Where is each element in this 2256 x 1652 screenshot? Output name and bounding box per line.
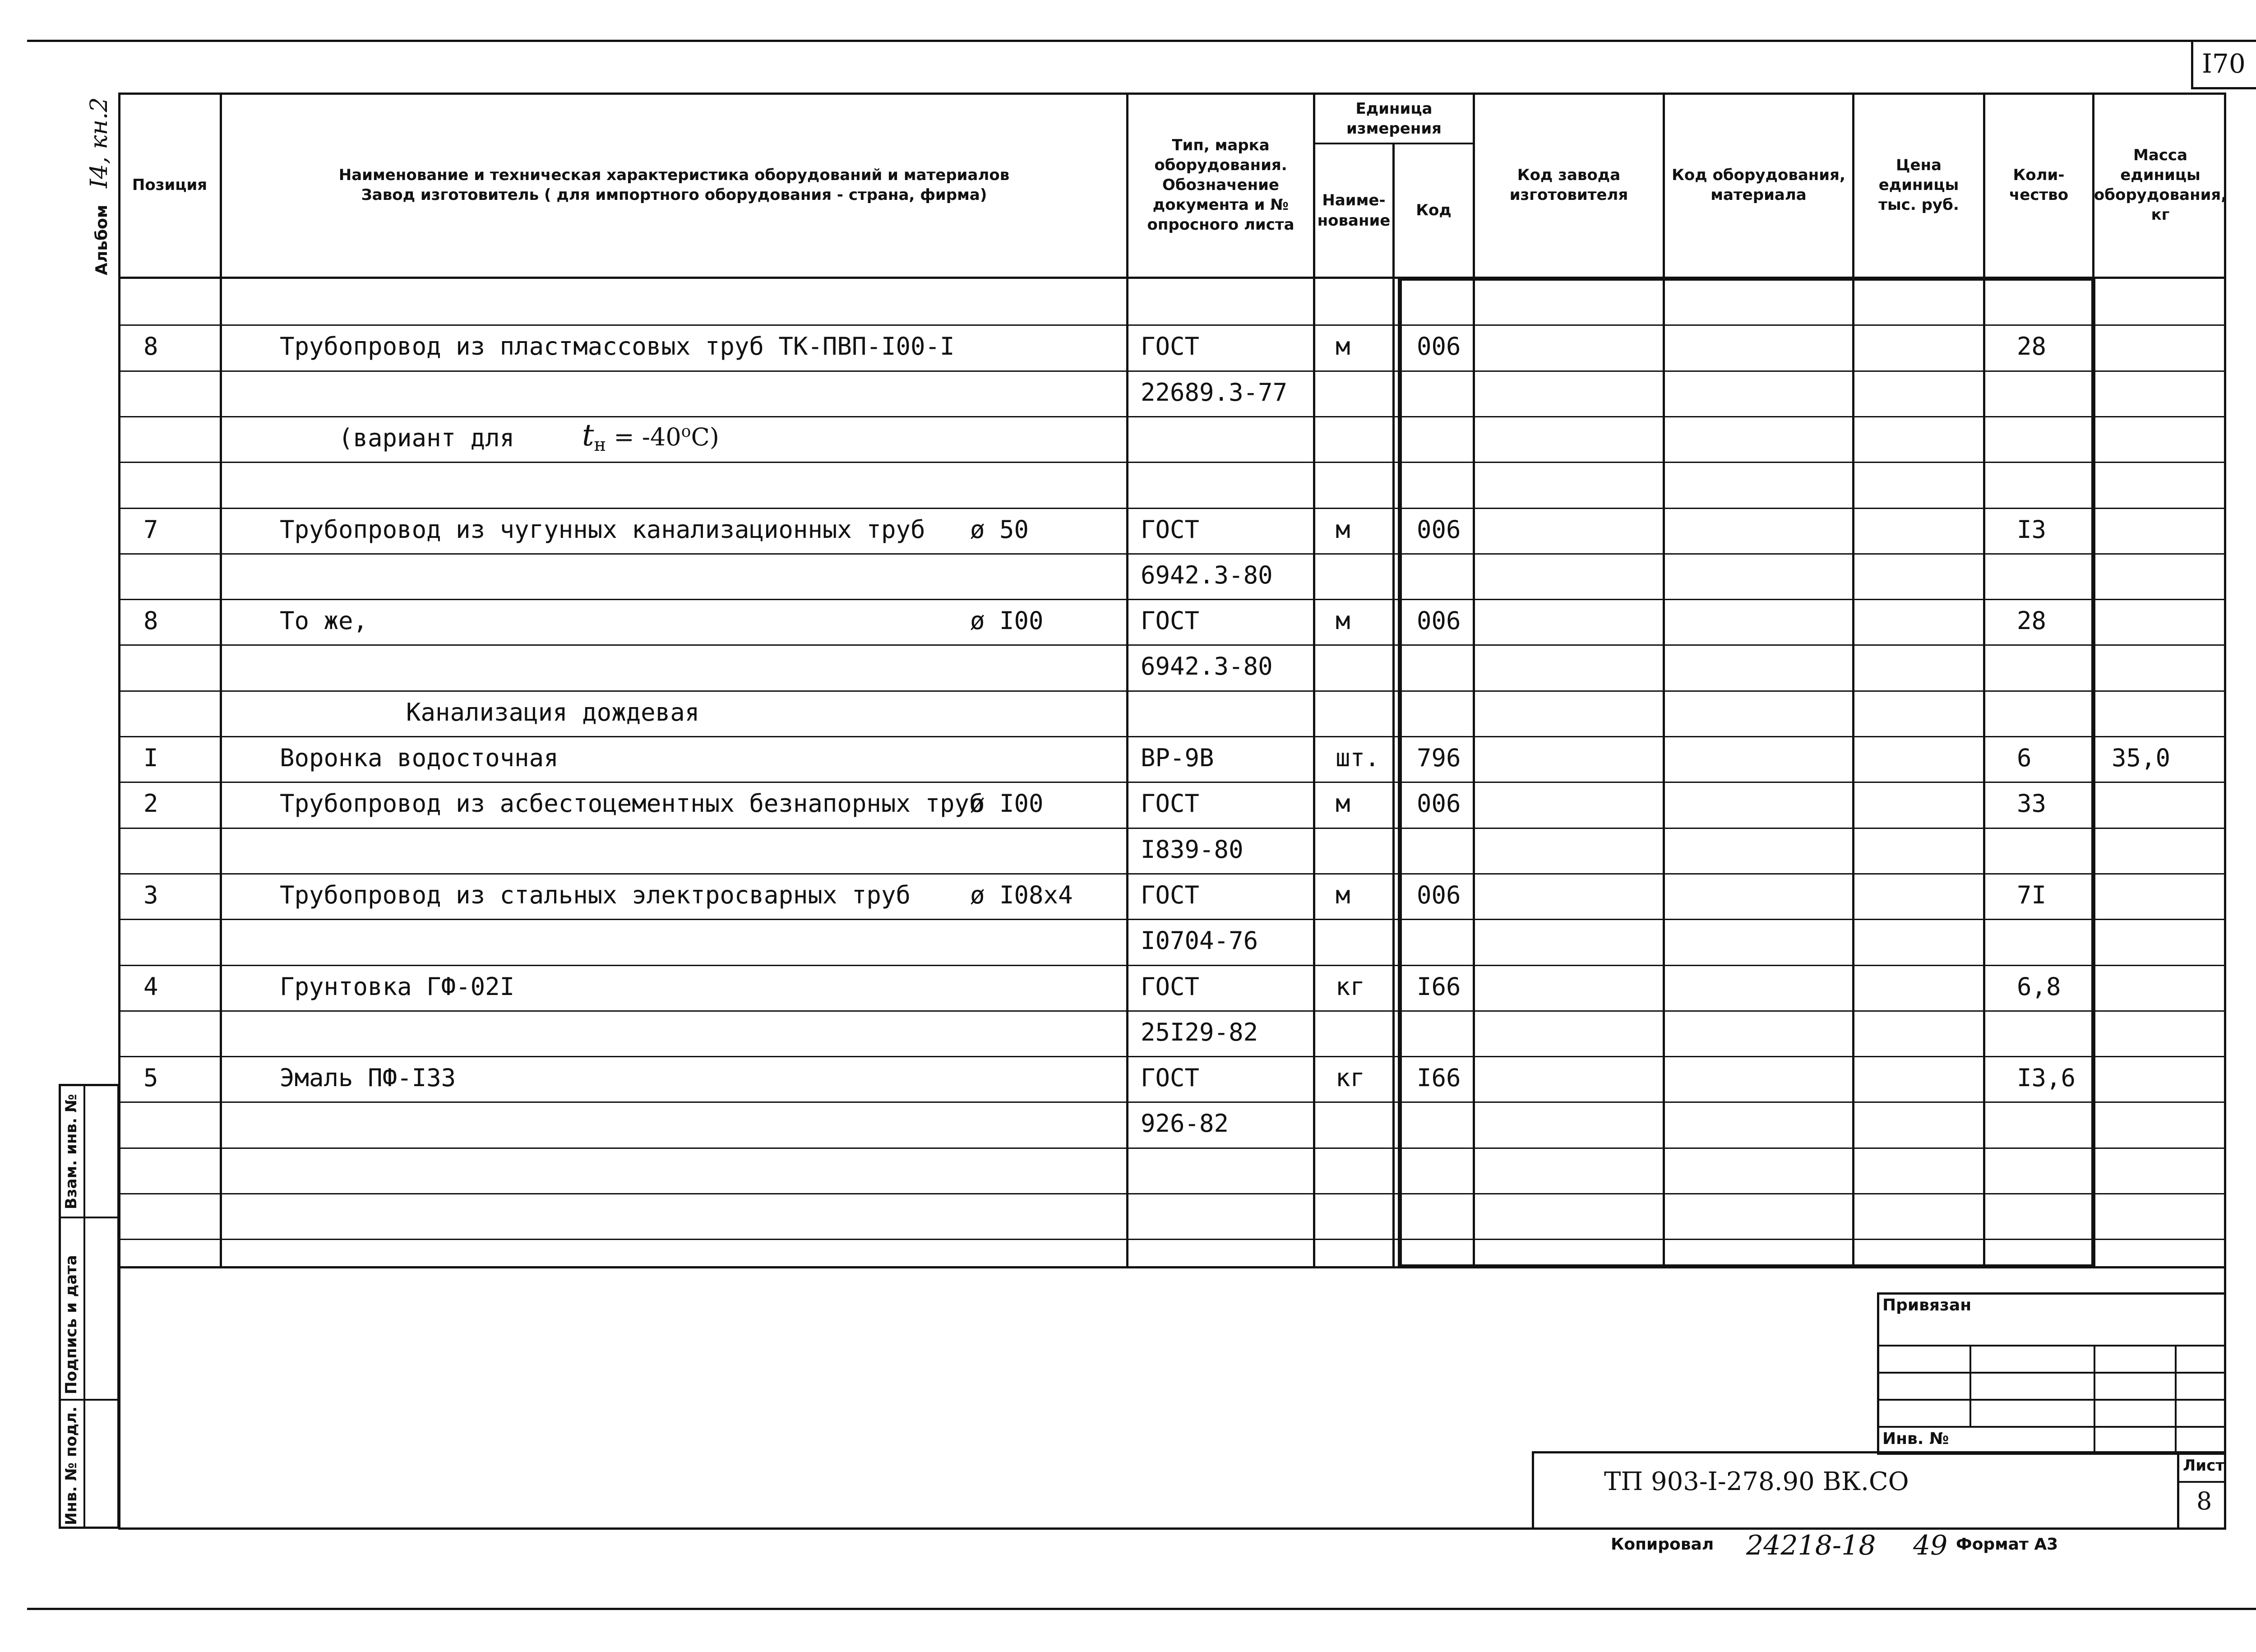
header-unit-name-line: Наиме-	[1322, 191, 1386, 210]
binding-line3	[1877, 1399, 2226, 1401]
cell-pos: 8	[143, 606, 158, 635]
cell-name: Грунтовка ГФ-02I	[280, 972, 515, 1001]
side-stamp-divider	[83, 1084, 85, 1529]
cell-dia: ø 50	[970, 515, 1029, 544]
cell-name: Трубопровод из чугунных канализационных труб	[280, 515, 925, 544]
side-label-podpis: Подпись и дата	[62, 1255, 80, 1394]
cell-type: ГОСТ	[1141, 789, 1200, 818]
cell-code: 796	[1417, 744, 1461, 772]
cell-type: 25I29-82	[1141, 1018, 1258, 1046]
binding-line2	[1877, 1372, 2226, 1374]
header-factory-line: изготовителя	[1509, 186, 1628, 204]
row-line	[118, 644, 2226, 646]
header-type-line: Обозначение	[1162, 176, 1279, 194]
cell-pos: 3	[143, 881, 158, 909]
header-mass-line: оборудования,	[2094, 186, 2227, 204]
cell-type: ГОСТ	[1141, 515, 1200, 544]
cell-qty: 33	[2017, 789, 2047, 818]
formula-rest: = -40	[614, 423, 681, 451]
row-line	[118, 919, 2226, 920]
header-unit-line: Единица	[1355, 99, 1433, 118]
row-line	[118, 782, 2226, 783]
header-qty-line: чество	[2009, 186, 2069, 204]
cell-unit: м	[1336, 332, 1350, 361]
col-line-4	[1392, 143, 1395, 1268]
header-factory-line: Код завода	[1517, 166, 1621, 184]
header-factory-code	[1475, 93, 1663, 278]
header-price	[1854, 93, 1983, 278]
bold-body-frame	[1398, 277, 2095, 1268]
sheet-label: Лист	[2183, 1457, 2224, 1475]
cell-qty: 7I	[2017, 881, 2047, 909]
cell-type: ВР-9В	[1141, 744, 1214, 772]
cell-type: ГОСТ	[1141, 881, 1200, 909]
formula-t: t	[582, 418, 594, 453]
copied-label: Копировал	[1611, 1535, 1714, 1554]
cell-qty: 6,8	[2017, 972, 2061, 1001]
title-block-left	[118, 1268, 120, 1530]
row-line	[118, 1239, 2226, 1240]
cell-name: Трубопровод из асбестоцементных безнапорных труб	[280, 789, 984, 818]
cell-type: I839-80	[1141, 835, 1244, 864]
cell-code: I66	[1417, 1064, 1461, 1092]
cell-qty: I3	[2017, 515, 2047, 544]
cell-type: I0704-76	[1141, 926, 1258, 955]
page-number: I70	[2202, 48, 2246, 79]
inv-no-label: Инв. №	[1882, 1430, 1949, 1448]
header-type-line: опросного листа	[1147, 216, 1294, 234]
sheet-label-line	[2177, 1481, 2226, 1483]
binding-col3	[2175, 1345, 2177, 1453]
header-quantity	[1985, 93, 2092, 278]
album-label	[86, 97, 113, 275]
cell-code: 006	[1417, 515, 1461, 544]
cell-qty: 28	[2017, 606, 2047, 635]
formula-end: C)	[691, 423, 719, 451]
header-price-line: единицы	[1878, 176, 1959, 194]
row-line	[118, 1056, 2226, 1057]
cell-qty: 28	[2017, 332, 2047, 361]
side-stamp-line1	[59, 1217, 120, 1218]
cell-type: ГОСТ	[1141, 332, 1200, 361]
cell-unit: шт.	[1336, 744, 1380, 772]
cell-type: 926-82	[1141, 1109, 1229, 1138]
formula-sub: н	[594, 434, 606, 455]
header-qty-line: Коли-	[2013, 166, 2065, 184]
row-line	[118, 873, 2226, 875]
row-line	[118, 690, 2226, 692]
header-equip-line: материала	[1710, 186, 1807, 204]
copy-sub-number: 49	[1913, 1530, 1948, 1561]
cell-type: 6942.3-80	[1141, 561, 1273, 589]
row-line	[118, 324, 2226, 326]
side-label-inv: Инв. № подл.	[62, 1406, 80, 1525]
cell-name: (вариант для	[338, 424, 515, 452]
row-line	[118, 416, 2226, 417]
cell-dia: ø I00	[970, 606, 1044, 635]
header-unit-name-line: нование	[1317, 211, 1391, 230]
cell-code: 006	[1417, 881, 1461, 909]
format-label: Формат А3	[1956, 1535, 2058, 1554]
header-type-line: оборудования.	[1154, 156, 1287, 174]
sheet-divider	[2177, 1451, 2179, 1530]
row-line	[118, 1010, 2226, 1012]
header-name	[222, 93, 1126, 278]
cell-unit: м	[1336, 789, 1350, 818]
album-label-text: Альбом	[92, 204, 111, 275]
cell-unit: м	[1336, 515, 1350, 544]
row-line	[118, 828, 2226, 829]
header-mass	[2094, 93, 2226, 278]
cell-pos: 8	[143, 332, 158, 361]
album-value: I4, кн.2	[86, 97, 113, 189]
cell-unit: м	[1336, 606, 1350, 635]
cell-mass: 35,0	[2112, 744, 2171, 772]
cell-code: 006	[1417, 789, 1461, 818]
row-line	[118, 370, 2226, 372]
header-equip-line: Код оборудования,	[1672, 166, 1845, 184]
cell-type: ГОСТ	[1141, 972, 1200, 1001]
cell-qty: I3,6	[2017, 1064, 2076, 1092]
row-line	[118, 736, 2226, 737]
row-line	[118, 599, 2226, 600]
cell-pos: 5	[143, 1064, 158, 1092]
binding-col1	[1969, 1345, 1971, 1426]
cell-type: 6942.3-80	[1141, 652, 1273, 680]
cell-type: 22689.3-77	[1141, 378, 1288, 407]
cell-type: ГОСТ	[1141, 1064, 1200, 1092]
formula-sup: o	[681, 422, 691, 441]
cell-dia: ø I08x4	[970, 881, 1073, 909]
header-type-line: Тип, марка	[1172, 136, 1270, 154]
header-price-line: тыс. руб.	[1878, 196, 1959, 214]
variant-formula	[582, 418, 719, 455]
cell-pos: 2	[143, 789, 158, 818]
sheet-number: 8	[2196, 1487, 2212, 1515]
bottom-border	[27, 1608, 2256, 1610]
row-line	[118, 1101, 2226, 1103]
header-price-line: Цена	[1895, 156, 1942, 174]
cell-unit: кг	[1336, 1064, 1365, 1092]
header-type-line: документа и №	[1152, 196, 1289, 214]
row-line	[118, 508, 2226, 509]
cell-name: Воронка водосточная	[280, 744, 559, 772]
row-line	[118, 462, 2226, 463]
header-unit-line: измерения	[1346, 120, 1442, 138]
header-unit	[1315, 95, 1473, 143]
cell-name: Эмаль ПФ-I33	[280, 1064, 456, 1092]
cell-pos: I	[143, 744, 158, 772]
header-name-line2: Завод изготовитель ( для импортного оборудования - страна, фирма)	[361, 186, 987, 204]
cell-unit: кг	[1336, 972, 1365, 1001]
binding-line4	[1877, 1426, 2226, 1428]
cell-code: I66	[1417, 972, 1461, 1001]
binding-line1	[1877, 1345, 2226, 1347]
cell-code: 006	[1417, 606, 1461, 635]
header-mass-line: кг	[2151, 206, 2170, 224]
row-line	[118, 1193, 2226, 1194]
side-stamp-line2	[59, 1399, 120, 1401]
side-label-vzam: Взам. инв. №	[62, 1094, 80, 1209]
binding-col2	[2094, 1345, 2095, 1453]
header-position: Позиция	[132, 176, 208, 194]
cell-name: То же,	[280, 606, 368, 635]
cell-code: 006	[1417, 332, 1461, 361]
cell-pos: 7	[143, 515, 158, 544]
row-line	[118, 553, 2226, 555]
header-unit-code: Код	[1416, 201, 1452, 220]
header-type	[1128, 93, 1313, 278]
cell-name: Трубопровод из стальных электросварных труб	[280, 881, 911, 909]
row-line	[118, 965, 2226, 966]
cell-type: ГОСТ	[1141, 606, 1200, 635]
binding-label: Привязан	[1882, 1296, 1972, 1314]
top-border	[27, 40, 2256, 42]
row-line	[118, 1148, 2226, 1149]
cell-pos: 4	[143, 972, 158, 1001]
copy-number: 24218-18	[1746, 1530, 1876, 1561]
header-equipment-code	[1665, 93, 1852, 278]
cell-qty: 6	[2017, 744, 2032, 772]
header-unit-name	[1315, 144, 1392, 277]
cell-name: Канализация дождевая	[406, 698, 700, 727]
cell-unit: м	[1336, 881, 1350, 909]
header-mass-line: Масса	[2133, 146, 2188, 164]
header-mass-line: единицы	[2120, 166, 2201, 184]
cell-dia: ø I00	[970, 789, 1044, 818]
cell-name: Трубопровод из пластмассовых труб ТК-ПВП-I00-I	[280, 332, 955, 361]
doc-code: ТП 903-I-278.90 ВК.СО	[1604, 1467, 1909, 1496]
header-name-line1: Наименование и техническая характеристика оборудований и материалов	[338, 166, 1010, 184]
